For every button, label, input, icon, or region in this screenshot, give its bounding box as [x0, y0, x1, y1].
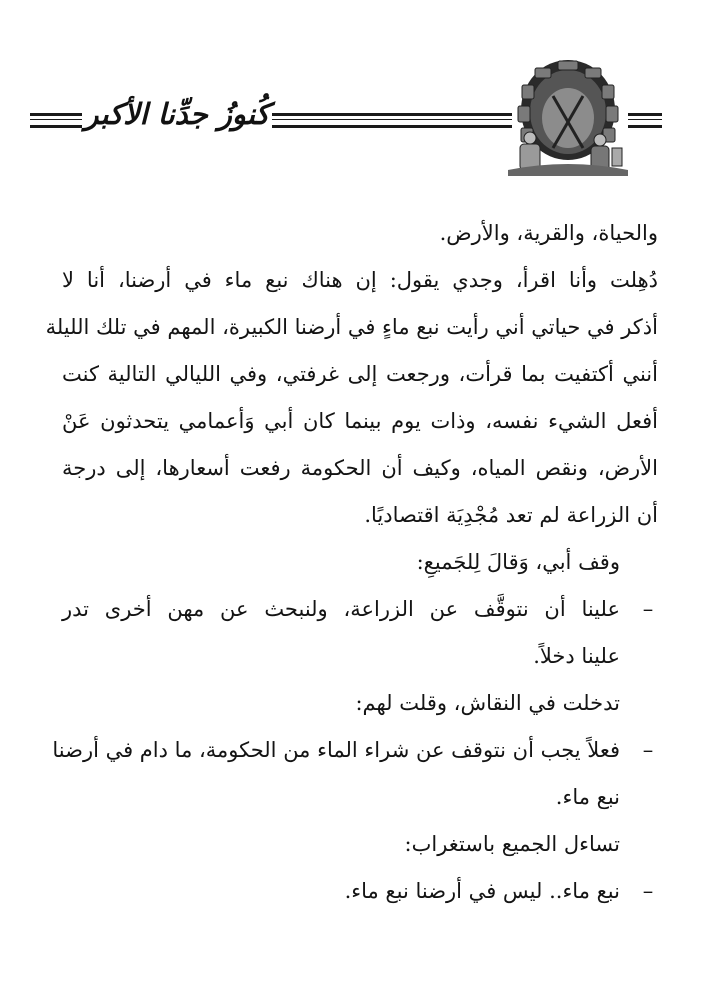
- dialogue-line: علينا أن نتوقَّف عن الزراعة، ولنبحث عن مهن أخرى تدر: [62, 597, 620, 621]
- dialogue-dash: –: [642, 597, 654, 621]
- dialogue-dash: –: [642, 738, 654, 762]
- dialogue-dash: –: [642, 879, 654, 903]
- text-line: أن الزراعة لم تعد مُجْدِيَة اقتصاديًا.: [364, 503, 658, 527]
- text-line: تساءل الجميع باستغراب:: [404, 832, 620, 856]
- text-line: أفعل الشيء نفسه، وذات يوم بينما كان أبي وَأعمامي يتحدثون عَنْ: [62, 409, 658, 433]
- text-line: دُهِلت وأنا اقرأ، وجدي يقول: إن هناك نبع ماء في أرضنا، أنا لا: [62, 268, 658, 292]
- text-line: وقف أبي، وَقالَ لِلجَميعِ:: [416, 550, 620, 574]
- dialogue-line: فعلاً يجب أن نتوقف عن شراء الماء من الحكومة، ما دام في أرضنا: [52, 738, 620, 762]
- chapter-header: [0, 58, 720, 178]
- text-line: الأرض، ونقص المياه، وكيف أن الحكومة رفعت أسعارها، إلى درجة: [62, 456, 658, 480]
- book-title: كُنوزُ جدِّنا الأكبر: [84, 97, 270, 131]
- header-illustration: [508, 58, 628, 176]
- text-line: أذكر في حياتي أني رأيت نبع ماءٍ في أرضنا الكبيرة، المهم في تلك الليلة: [45, 315, 658, 339]
- dialogue-line: نبع ماء.: [555, 785, 620, 809]
- text-line: أنني أكتفيت بما قرأت، ورجعت إلى غرفتي، وفي الليالي التالية كنت: [62, 362, 658, 386]
- dialogue-line: نبع ماء.. ليس في أرضنا نبع ماء.: [344, 879, 620, 903]
- title-rule-right: [628, 113, 662, 128]
- dialogue-line: علينا دخلاً.: [533, 644, 620, 668]
- title-rule-middle: [272, 113, 512, 128]
- title-rule-left: [30, 113, 82, 128]
- text-line: تدخلت في النقاش، وقلت لهم:: [355, 691, 620, 715]
- cave-scene-illustration: [508, 58, 628, 176]
- text-line: والحياة، والقرية، والأرض.: [439, 221, 658, 245]
